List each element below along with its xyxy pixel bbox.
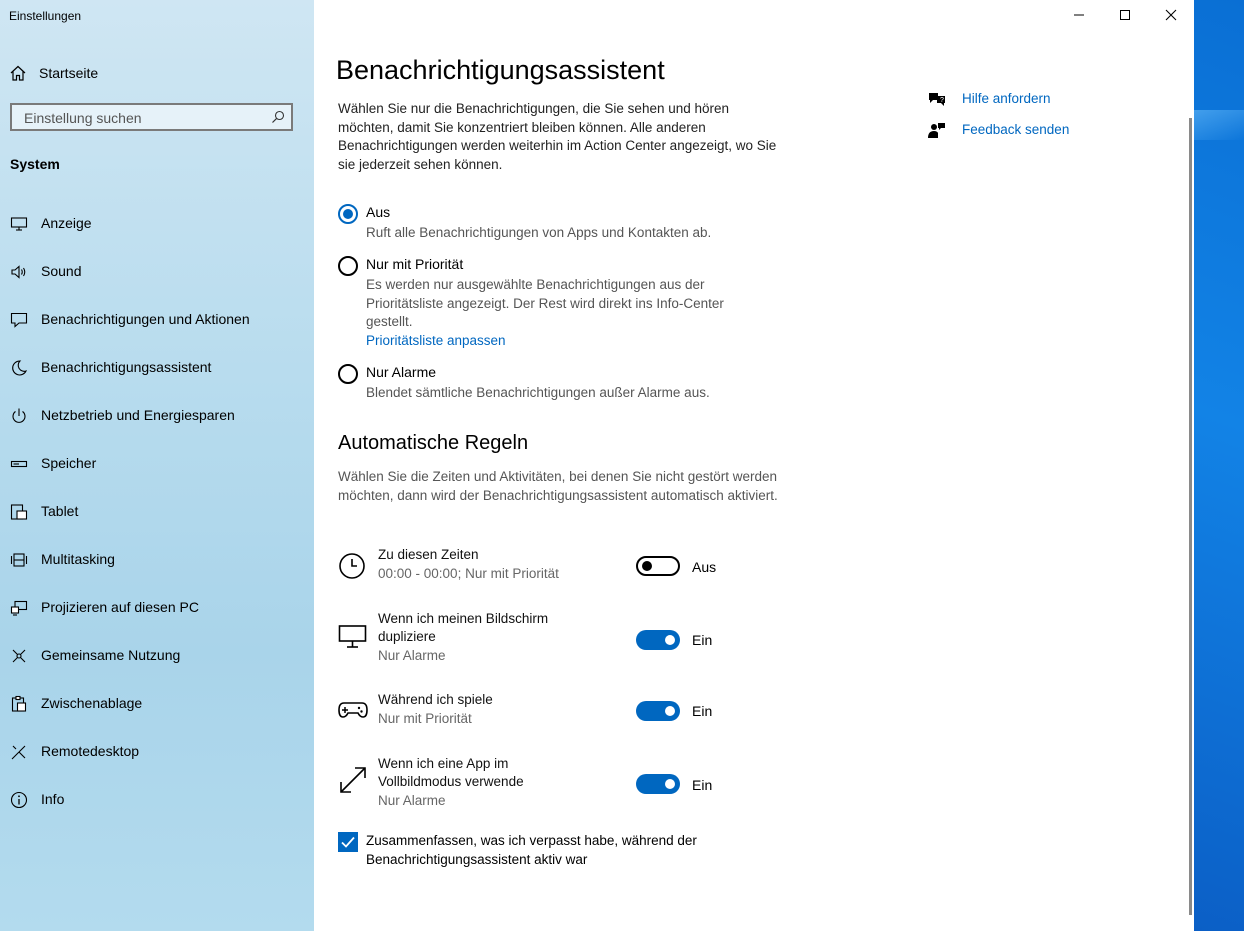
get-help-label[interactable]: Hilfe anfordern [962,91,1051,106]
sidebar-item-label: Netzbetrieb und Energiesparen [41,407,235,423]
toggle-knob [665,635,675,645]
rule-toggle[interactable] [636,774,680,794]
storage-icon [10,455,28,473]
sidebar-item-gemeinsame-nutzung[interactable] [0,637,314,685]
sidebar-item-label: Anzeige [41,215,92,231]
clock-icon [338,551,368,581]
toggle-knob [665,706,675,716]
scrollbar[interactable] [1189,118,1192,915]
toggle-state: Ein [692,632,713,648]
close-button[interactable] [1148,0,1194,30]
rule-subtitle[interactable]: Nur Alarme [378,648,446,663]
sidebar-item-benachrichtigungsassistent[interactable] [0,349,314,397]
rule-subtitle[interactable]: Nur mit Priorität [378,711,472,726]
rule-subtitle[interactable]: Nur Alarme [378,793,446,808]
rule-toggle[interactable] [636,630,680,650]
monitor-icon [338,622,368,652]
toggle-knob [665,779,675,789]
sidebar-item-label: Sound [41,263,82,279]
toggle-state: Aus [692,559,717,575]
sidebar-item-label: Projizieren auf diesen PC [41,599,199,615]
minimize-icon [1073,9,1085,21]
power-icon [10,407,28,425]
fullscreen-icon [338,765,368,795]
radio-circle[interactable] [338,204,358,224]
home-label: Startseite [39,65,99,81]
checkmark-icon [338,832,358,852]
rule-title: Zu diesen Zeiten [378,547,479,562]
radio-description: Blendet sämtliche Benachrichtigungen außer Alarme aus. [366,385,710,400]
radio-description: Ruft alle Benachrichtigungen von Apps und Kontakten ab. [366,225,712,240]
desktop-light-beam [1194,110,1244,140]
close-icon [1165,9,1177,21]
sidebar-nav [0,205,314,829]
tablet-icon [10,503,28,521]
sidebar-item-label: Multitasking [41,551,115,567]
feedback-icon [928,122,946,138]
minimize-button[interactable] [1056,0,1102,30]
toggle-state: Ein [692,703,713,719]
sidebar-item-label: Benachrichtigungen und Aktionen [41,311,250,327]
display-icon [10,215,28,233]
svg-text:?: ? [940,97,944,104]
search-box[interactable] [10,103,293,131]
sidebar-item-projizieren[interactable] [0,589,314,637]
radio-circle[interactable] [338,256,358,276]
intro-text: Wählen Sie nur die Benachrichtigungen, die Sie sehen und hören möchten, damit Sie konzentriert bleiben können. Alle anderen Benachrichtigungen werden weiterhin im Action Center angezeigt, wo Sie sie jederzeit sehen können. [338,101,777,172]
speaker-icon [10,263,28,281]
rule-title: Wenn ich meinen Bildschirm dupliziere [378,611,549,644]
sidebar-item-label: Tablet [41,503,79,519]
sidebar-item-zwischenablage[interactable] [0,685,314,733]
sidebar-item-label: Gemeinsame Nutzung [41,647,181,663]
sidebar-item-label: Speicher [41,455,97,471]
radio-description [366,276,766,350]
section-heading: System [10,156,60,172]
app-title: Einstellungen [9,9,82,23]
info-icon [10,791,28,809]
sidebar-item-label: Remotedesktop [41,743,140,759]
remote-icon [10,743,28,761]
moon-icon [10,359,28,377]
radio-description-text: Es werden nur ausgewählte Benachrichtigungen aus der Prioritätsliste angezeigt. Der Rest wird direkt ins Info-Center gestellt. [366,277,724,329]
sidebar-item-tablet[interactable] [0,493,314,541]
toggle-knob [642,561,652,571]
checkbox-label[interactable]: Zusammenfassen, was ich verpasst habe, während der Benachrichtigungsassistent aktiv war [366,833,697,867]
radio-label[interactable]: Aus [366,204,391,220]
sidebar-item-label: Zwischenablage [41,695,143,711]
rule-subtitle[interactable]: 00:00 - 00:00; Nur mit Priorität [378,566,559,581]
home-icon [10,65,26,81]
clipboard-icon [10,695,28,713]
rule-title: Wenn ich eine App im Vollbildmodus verwende [378,756,524,789]
message-icon [10,311,28,329]
help-chat-icon [928,91,946,107]
sidebar-item-label: Benachrichtigungsassistent [41,359,212,375]
main-content [314,0,1194,931]
sidebar-item-sound[interactable] [0,253,314,301]
feedback-label[interactable]: Feedback senden [962,122,1070,137]
gamepad-icon [338,695,368,725]
auto-rules-description: Wählen Sie die Zeiten und Aktivitäten, bei denen Sie nicht gestört werden möchten, dann wird der Benachrichtigungsassistent automatisch aktiviert. [338,469,778,503]
sidebar-item-label: Info [41,791,65,807]
sidebar-item-info[interactable] [0,781,314,829]
sidebar-item-remotedesktop[interactable] [0,733,314,781]
radio-label[interactable]: Nur Alarme [366,364,437,380]
project-icon [10,599,28,617]
maximize-icon [1119,9,1131,21]
checkbox-box[interactable] [338,832,358,852]
radio-label[interactable]: Nur mit Priorität [366,256,464,272]
sidebar-item-multitasking[interactable] [0,541,314,589]
maximize-button[interactable] [1102,0,1148,30]
priority-list-link[interactable]: Prioritätsliste anpassen [366,332,506,348]
share-icon [10,647,28,665]
sidebar-item-netzbetrieb[interactable] [0,397,314,445]
sidebar-item-benachrichtigungen[interactable] [0,301,314,349]
rule-toggle[interactable] [636,556,680,576]
toggle-state: Ein [692,777,713,793]
sidebar-item-anzeige[interactable] [0,205,314,253]
sidebar-item-speicher[interactable] [0,445,314,493]
desktop-background [1194,0,1244,931]
auto-rules-heading: Automatische Regeln [338,432,529,454]
rule-toggle[interactable] [636,701,680,721]
page-title: Benachrichtigungsassistent [336,55,665,85]
multitasking-icon [10,551,28,569]
home-nav-item[interactable] [10,62,98,84]
sidebar [0,0,314,931]
radio-dot [343,209,353,219]
radio-circle[interactable] [338,364,358,384]
rule-title: Während ich spiele [378,692,493,707]
search-input[interactable] [22,109,266,127]
search-icon[interactable] [271,110,285,124]
